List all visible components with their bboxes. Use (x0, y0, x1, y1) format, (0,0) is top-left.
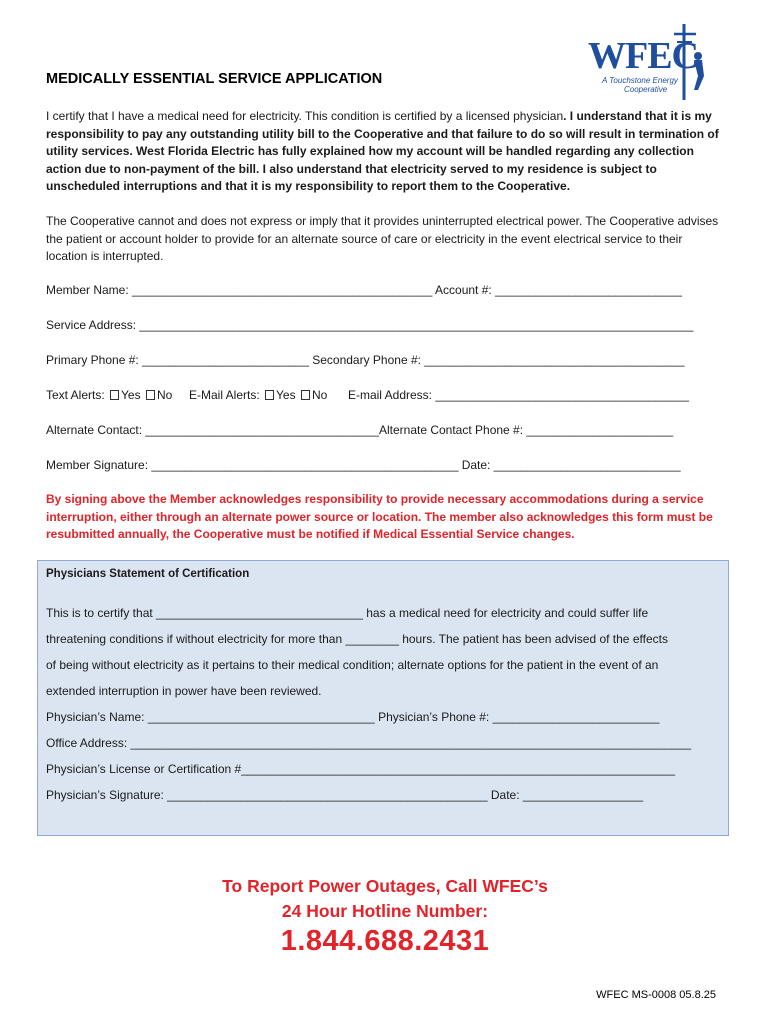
certification-paragraph (46, 108, 726, 196)
physician-statement-heading: Physicians Statement of Certification (46, 568, 250, 580)
no-label: No (156, 388, 173, 402)
certify-line-1[interactable]: This is to certify that _______________________________ has a medical need for electricity and could suffer life (46, 606, 649, 620)
alternate-contact-field[interactable]: Alternate Contact: ___________________________________Alternate Contact Phone #: ______________________ (46, 423, 674, 437)
certify-line-2[interactable]: threatening conditions if without electricity for more than ________ hours. The patient has been advised of the effects (46, 632, 668, 646)
form-title: MEDICALLY ESSENTIAL SERVICE APPLICATION (46, 71, 383, 87)
wfec-logo (588, 20, 716, 102)
disclaimer-paragraph: The Cooperative cannot and does not express or imply that it provides uninterrupted electrical power. The Cooperative advises the patient or account holder to provide for an alternate source of care or electricity in the event electrical service to their location is interrupted. (46, 214, 719, 264)
no-label: No (311, 388, 328, 402)
hotline-phone-number: 1.844.688.2431 (280, 925, 490, 957)
logo-wordmark: WFEC (588, 35, 698, 77)
member-name-field[interactable]: Member Name: _____________________________________________ Account #: ____________________________ (46, 283, 682, 297)
physician-name-field[interactable]: Physician’s Name: __________________________________ Physician’s Phone #: _________________________ (46, 710, 660, 724)
certification-bold-text: . I understand that it is my responsibility to pay any outstanding utility bill to the Cooperative and that failure to do so will result in termination of utility services. West Florida Electric has fully explained how my account will be handled regarding any collection action due to non-payment of the bill. I also understand that electricity served to my residence is subject to unscheduled interruptions and that it is my responsibility to report them to the Cooperative. (46, 109, 719, 194)
text-alerts-no-checkbox[interactable] (146, 390, 155, 400)
office-address-field[interactable]: Office Address: ____________________________________________________________________________________ (46, 736, 692, 750)
email-alerts-label: E-Mail Alerts: (188, 388, 260, 402)
physician-signature-field[interactable]: Physician’s Signature: ________________________________________________ Date: __________________ (46, 788, 643, 802)
certify-line-3: of being without electricity as it pertains to their medical condition; alternate options for the patient in the event of an (46, 658, 659, 672)
service-address-field[interactable]: Service Address: ___________________________________________________________________________________ (46, 318, 694, 332)
yes-label: Yes (121, 388, 141, 402)
certification-text: I certify that I have a medical need for electricity. This condition is certified by a licensed physician (46, 109, 564, 123)
hotline-heading: To Report Power Outages, Call WFEC’s (222, 876, 548, 896)
member-signature-field[interactable]: Member Signature: ______________________________________________ Date: ____________________________ (46, 458, 681, 472)
text-alerts-label: Text Alerts: (46, 388, 105, 402)
email-address-field[interactable]: E-mail Address: ______________________________________ (347, 388, 689, 402)
acknowledgement-notice: By signing above the Member acknowledges responsibility to provide necessary accommodations during a service interruption, either through an alternate power source or location. The member also acknowledges this form must be resubmitted annually, the Cooperative must be notified if Medical Essential Service changes. (46, 492, 713, 542)
yes-label: Yes (276, 388, 296, 402)
email-alerts-no-checkbox[interactable] (301, 390, 310, 400)
alerts-row (46, 388, 689, 402)
email-alerts-yes-checkbox[interactable] (265, 390, 274, 400)
logo-tagline: A Touchstone Energy Cooperative (602, 76, 678, 94)
text-alerts-yes-checkbox[interactable] (110, 390, 119, 400)
certify-line-4: extended interruption in power have been reviewed. (46, 684, 322, 698)
hotline-subheading: 24 Hour Hotline Number: (281, 901, 489, 921)
physician-license-field[interactable]: Physician’s License or Certification #_________________________________________________________________ (46, 762, 676, 776)
form-number: WFEC MS-0008 05.8.25 (596, 989, 716, 1001)
phone-fields[interactable]: Primary Phone #: _________________________ Secondary Phone #: _______________________________________ (46, 353, 685, 367)
